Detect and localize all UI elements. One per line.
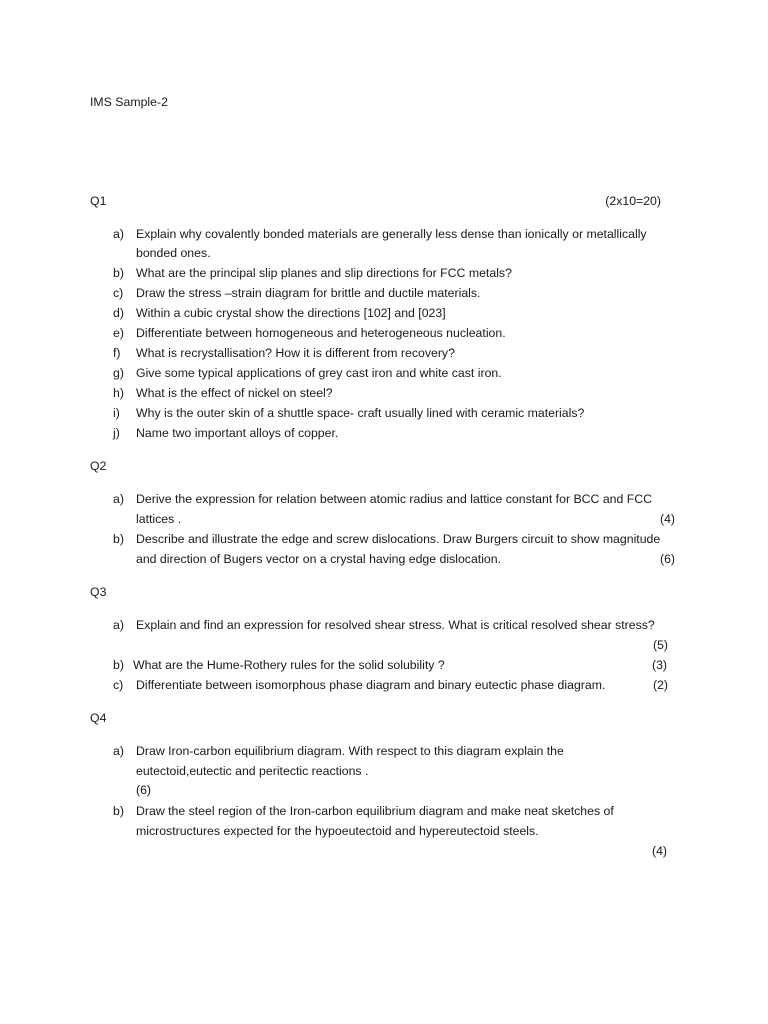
item-text: Describe and illustrate the edge and screw dislocations. Draw Burgers circuit to show magnitude — [136, 532, 661, 546]
item-marks: (6) — [659, 552, 675, 566]
item-marks: (4) — [659, 512, 675, 526]
item-text: What is the effect of nickel on steel? — [136, 386, 333, 400]
item-text: Explain why covalently bonded materials are generally less dense than ionically or metallically — [136, 227, 647, 241]
item-text: What is recrystallisation? How it is different from recovery? — [136, 346, 455, 360]
item-text: lattices . — [136, 512, 182, 526]
item-label: b) — [113, 658, 124, 672]
item-label: j) — [113, 426, 120, 440]
item-marks: (4) — [651, 844, 667, 858]
item-text: Within a cubic crystal show the directions [102] and [023] — [136, 306, 446, 320]
item-label: b) — [113, 532, 124, 546]
item-label: g) — [113, 366, 124, 380]
item-text: bonded ones. — [136, 246, 211, 260]
item-label: b) — [113, 266, 124, 280]
item-label: a) — [113, 744, 124, 758]
item-label: a) — [113, 618, 124, 632]
item-text: eutectoid,eutectic and peritectic reactions . — [136, 764, 369, 778]
item-text: What are the principal slip planes and slip directions for FCC metals? — [136, 266, 512, 280]
item-label: d) — [113, 306, 124, 320]
item-text: Explain and find an expression for resolved shear stress. What is critical resolved shear stress? — [136, 618, 655, 632]
item-label: e) — [113, 326, 124, 340]
item-text: Draw the steel region of the Iron-carbon equilibrium diagram and make neat sketches of — [136, 804, 614, 818]
question-label-q1: Q1 — [90, 194, 107, 208]
item-text: Draw Iron-carbon equilibrium diagram. With respect to this diagram explain the — [136, 744, 564, 758]
item-label: i) — [113, 406, 120, 420]
item-label: a) — [113, 227, 124, 241]
item-marks: (5) — [652, 638, 668, 652]
item-text: microstructures expected for the hypoeutectoid and hypereutectoid steels. — [136, 824, 539, 838]
item-marks: (6) — [136, 783, 152, 797]
item-text: Derive the expression for relation between atomic radius and lattice constant for BCC and FCC — [136, 492, 653, 506]
item-marks: (2) — [652, 678, 668, 692]
question-marks-q1: (2x10=20) — [605, 194, 661, 208]
document-title: IMS Sample-2 — [90, 95, 168, 109]
question-label-q3: Q3 — [90, 585, 107, 599]
item-label: f) — [113, 346, 121, 360]
item-label: c) — [113, 286, 124, 300]
item-text: Differentiate between homogeneous and heterogeneous nucleation. — [136, 326, 506, 340]
item-text: Give some typical applications of grey cast iron and white cast iron. — [136, 366, 502, 380]
item-text: Name two important alloys of copper. — [136, 426, 339, 440]
item-text: Draw the stress –strain diagram for brittle and ductile materials. — [136, 286, 481, 300]
item-text: Why is the outer skin of a shuttle space- craft usually lined with ceramic materials? — [136, 406, 585, 420]
item-label: b) — [113, 804, 124, 818]
question-label-q4: Q4 — [90, 711, 107, 725]
item-text: and direction of Bugers vector on a crystal having edge dislocation. — [136, 552, 502, 566]
item-label: h) — [113, 386, 124, 400]
item-label: a) — [113, 492, 124, 506]
item-text: What are the Hume-Rothery rules for the solid solubility ? — [133, 658, 445, 672]
item-text: Differentiate between isomorphous phase diagram and binary eutectic phase diagram. — [136, 678, 606, 692]
question-label-q2: Q2 — [90, 459, 107, 473]
item-label: c) — [113, 678, 124, 692]
item-marks: (3) — [651, 658, 667, 672]
